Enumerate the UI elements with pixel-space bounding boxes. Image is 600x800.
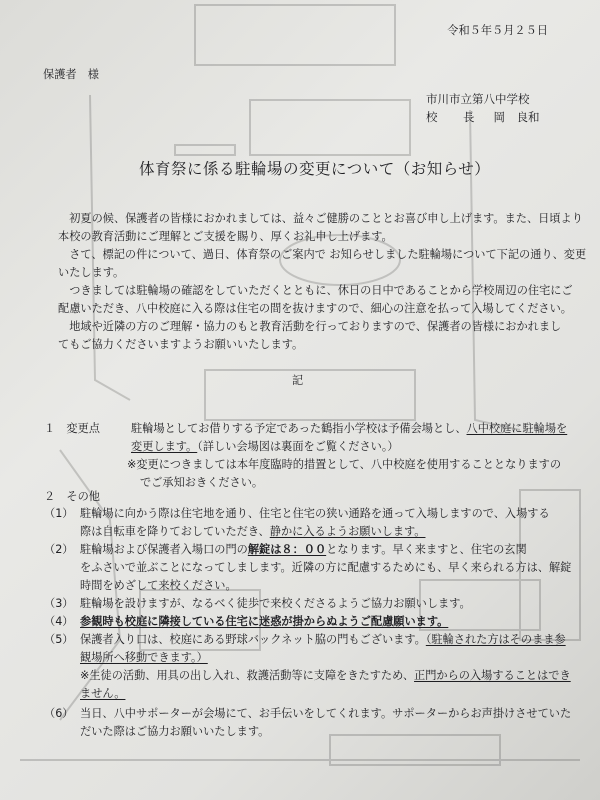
item2-p2-number: （2） — [44, 543, 74, 556]
item1-note: ※変更につきましては本年度臨時的措置として、八中校庭を使用することとなりますの — [127, 458, 562, 471]
body-line: いたします。 — [58, 266, 125, 279]
item2-p1-number: （1） — [44, 507, 74, 520]
issue-date: 令和５年５月２５日 — [447, 24, 548, 37]
item2-underlined: （駐輪された方はそのまま参 — [425, 633, 566, 646]
addressee: 保護者 様 — [43, 68, 99, 81]
item2-underlined: 正門からの入場することはでき — [414, 669, 571, 682]
item1-note: でご承知おきください。 — [140, 476, 264, 489]
item2-text: 駐輪場および保護者入場口の門の — [80, 543, 248, 556]
item2-p6-number: （6） — [44, 707, 74, 720]
document-title: 体育祭に係る駐輪場の変更について（お知らせ） — [139, 160, 491, 178]
school-name: 市川市立第八中学校 — [426, 92, 530, 106]
item2-p5-line — [80, 631, 566, 649]
item1-line2 — [131, 438, 399, 456]
item2-text: となります。早く来ますと、住宅の玄関 — [326, 543, 527, 556]
item2-p5-line — [80, 667, 571, 685]
item2-text: 際は自転車を降りておしていただき、 — [80, 525, 270, 538]
item1-text: 駐輪場としてお借りする予定であった鶴指小学校は予備会場とし、 — [131, 422, 467, 435]
principal-line — [426, 108, 540, 126]
body-line: てもご協力くださいますようお願いいたします。 — [58, 338, 304, 351]
principal-role: 校 長 — [426, 110, 482, 124]
item2-p1-line: 駐輪場に向かう際は住宅地を通り、住宅と住宅の狭い通路を通って入場しますので、入場する — [80, 507, 550, 520]
item1-line1 — [131, 420, 567, 438]
item2-p5-number: （5） — [44, 633, 74, 646]
item2-p6-line: だいた際はご協力お願いいたします。 — [80, 725, 270, 738]
item1-number: １ 変更点 — [44, 422, 100, 435]
body-line: さて、標記の件について、過日、体育祭のご案内で お知らせしました駐輪場について下記の通り、変更 — [58, 248, 587, 261]
item2-p4-number: （4） — [44, 615, 74, 628]
item1-underlined: 変更します。 — [131, 440, 198, 453]
item2-p2-line: 時間をめざして来校ください。 — [80, 579, 237, 592]
item2-p3-number: （3） — [44, 597, 74, 610]
ki-heading: 記 — [292, 374, 304, 387]
body-line: つきましては駐輪場の確認をしていただくとともに、休日の日中であることから学校周辺の住宅にご — [58, 284, 573, 297]
item2-underlined: 解錠は８：００ — [247, 543, 327, 556]
item2-p1-line — [80, 523, 425, 541]
body-line: 配慮いただき、八中校庭に入る際は住宅の間を抜けますので、細心の注意を払って入場してください。 — [58, 302, 572, 315]
item2-p6-line: 当日、八中サポーターが会場にて、お手伝いをしてくれます。サポーターからお声掛けさせていた — [80, 707, 572, 720]
item1-text: （詳しい会場図は裏面をご覧ください。） — [197, 440, 399, 453]
item1-underlined: 八中校庭に駐輪場を — [466, 422, 568, 435]
item2-p5-line: ません。 — [80, 687, 126, 700]
principal-name: 岡 良和 — [493, 110, 540, 124]
item2-underlined: 静かに入るようお願いします。 — [269, 525, 426, 538]
body-line: 初夏の候、保護者の皆様におかれましては、益々ご健勝のこととお喜び申し上げます。また、日頃より — [58, 212, 583, 225]
item2-p3-line: 駐輪場を設けますが、なるべく徒歩で来校くださるようご協力お願いします。 — [80, 597, 471, 610]
item2-text: ※生徒の活動、用具の出し入れ、救護活動等に支障をきたすため、 — [80, 669, 415, 682]
item2-text: 保護者入り口は、校庭にある野球バックネット脇の門もございます。 — [80, 633, 426, 646]
item2-heading: ２ その他 — [44, 490, 100, 503]
item2-p4-line: 参観時も校庭に隣接している住宅に迷惑が掛からぬようご配慮願います。 — [80, 615, 449, 628]
item2-p5-line: 観場所へ移動できます。） — [80, 651, 208, 664]
item2-p2-line — [80, 541, 527, 559]
item2-p2-line: をふさいで並ぶことになってしまします。近隣の方に配慮するためにも、早く来られる方は、解錠 — [80, 561, 572, 574]
body-line: 地域や近隣の方のご理解・協力のもと教育活動を行っておりますので、保護者の皆様におかれまし — [58, 320, 562, 333]
body-line: 本校の教育活動にご理解とご支援を賜り、厚くお礼申し上げます。 — [58, 230, 393, 243]
